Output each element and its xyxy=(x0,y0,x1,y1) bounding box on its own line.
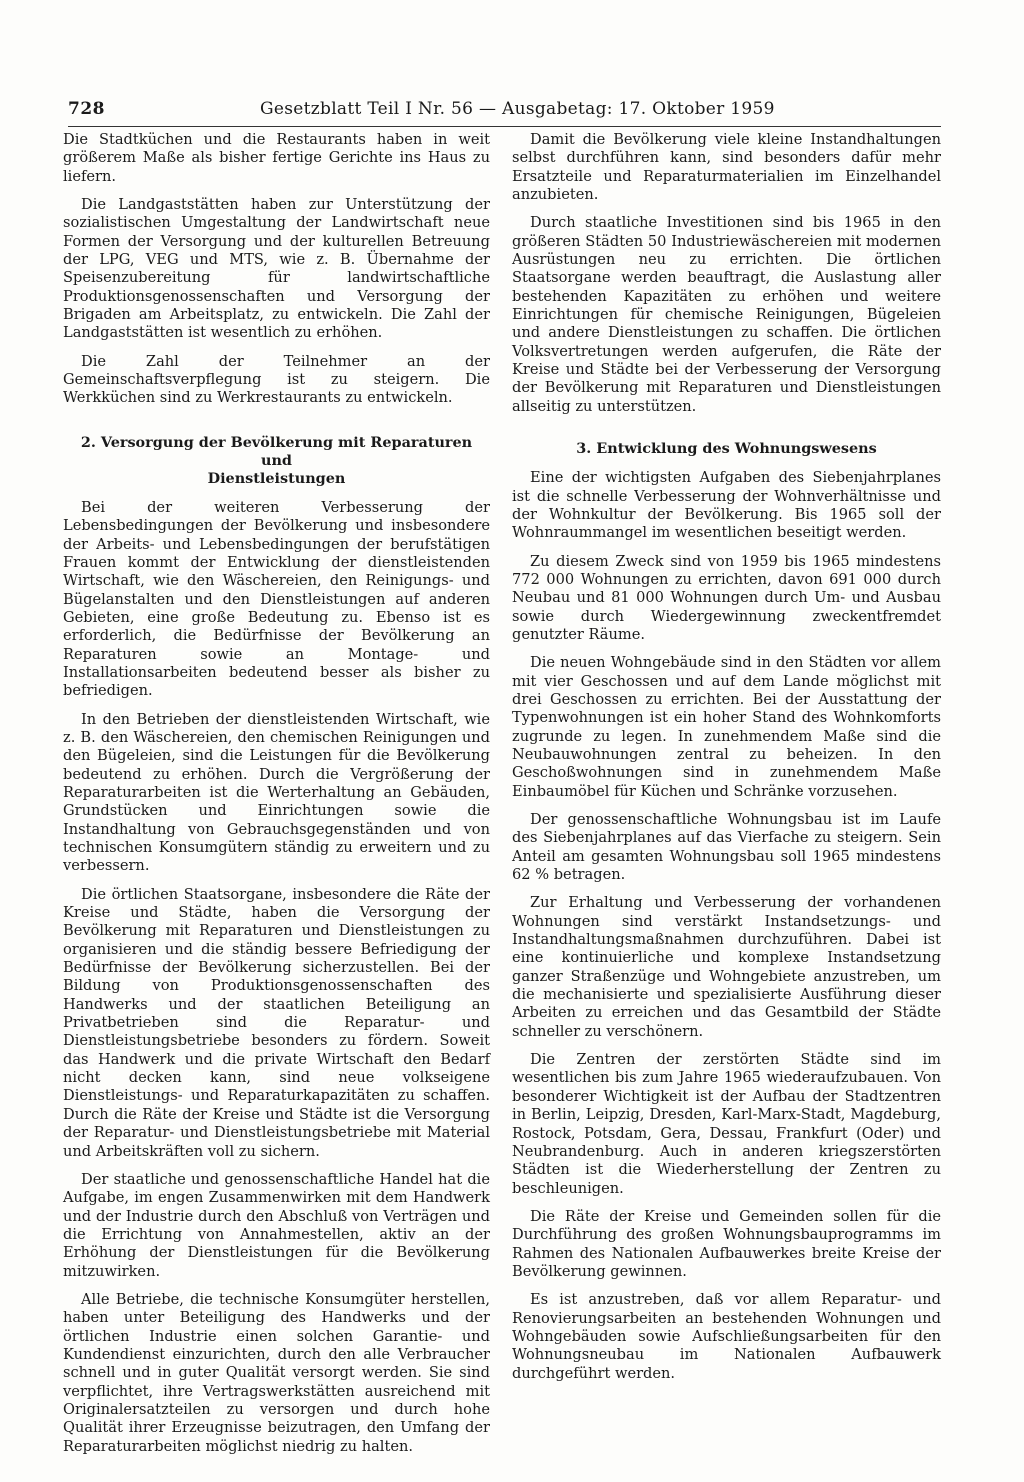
paragraph: Zu diesem Zweck sind von 1959 bis 1965 mindestens 772 000 Wohnungen zu errichten, davon 691 000 durch Neubau und 81 000 Wohnungen durch Um- und Ausbau sowie durch Wiedergewinnung zweckentfremdet genutzter Räume. xyxy=(512,552,941,643)
paragraph: Die neuen Wohngebäude sind in den Städten vor allem mit vier Geschossen und auf dem Lande möglichst mit drei Geschossen zu errichten. Bei der Ausstattung der Typenwohnungen ist ein hoher Stand des Wohnkomforts zugrunde zu legen. In zunehmendem Maße sind die Neubauwohnungen zentral zu beheizen. In den Geschoßwohnungen sind in zunehmendem Maße Einbaumöbel für Küchen und Schränke vorzusehen. xyxy=(512,654,941,800)
page-header xyxy=(68,99,941,125)
page-number: 728 xyxy=(68,99,105,119)
running-title: Gesetzblatt Teil I Nr. 56 — Ausgabetag: 17. Oktober 1959 xyxy=(260,99,775,119)
section-heading-3: 3. Entwicklung des Wohnungswesens xyxy=(576,440,877,458)
section-heading-line: Dienstleistungen xyxy=(207,469,346,487)
right-column xyxy=(512,131,941,1393)
section-heading-2 xyxy=(63,434,490,488)
paragraph: Alle Betriebe, die technische Konsumgüter herstellen, haben unter Beteiligung des Handwerks und der örtlichen Industrie einen solchen Garantie- und Kundendienst einzurichten, durch den alle Verbraucher schnell und in guter Qualität versorgt werden. Sie sind verpflichtet, ihre Vertragswerkstätten ausreichend mit Originalersatzteilen zu versorgen und durch hohe Qualität ihrer Erzeugnisse beizutragen, den Umfang der Reparaturarbeiten möglichst niedrig zu halten. xyxy=(63,1290,490,1455)
paragraph: Die Stadtküchen und die Restaurants haben in weit größerem Maße als bisher fertige Gerichte ins Haus zu liefern. xyxy=(63,131,490,185)
paragraph: Damit die Bevölkerung viele kleine Instandhaltungen selbst durchführen kann, sind besonders dafür mehr Ersatzteile und Reparaturmaterialien im Einzelhandel anzubieten. xyxy=(512,131,941,204)
paragraph: Die Räte der Kreise und Gemeinden sollen für die Durchführung des großen Wohnungsbauprogramms im Rahmen des Nationalen Aufbauwerkes breite Kreise der Bevölkerung gewinnen. xyxy=(512,1207,941,1280)
section-heading-line: 2. Versorgung der Bevölkerung mit Reparaturen und xyxy=(80,433,473,469)
header-rule xyxy=(68,126,941,127)
paragraph: Die Zahl der Teilnehmer an der Gemeinschaftsverpflegung ist zu steigern. Die Werkküchen sind zu Werkrestaurants zu entwickeln. xyxy=(63,352,490,407)
paragraph: Durch staatliche Investitionen sind bis 1965 in den größeren Städten 50 Industriewäschereien mit modernen Ausrüstungen neu zu errichten. Die örtlichen Staatsorgane werden beauftragt, die Auslastung aller bestehenden Kapazitäten zu erhöhen und weitere Einrichtungen für chemische Reinigungen, Bügeleien und andere Dienstleistungen zu schaffen. Die örtlichen Volksvertretungen werden aufgerufen, die Räte der Kreise und Städte bei der Verbesserung der Versorgung der Bevölkerung mit Reparaturen und Dienstleistungen allseitig zu unterstützen. xyxy=(512,214,941,415)
paragraph: Die Landgaststätten haben zur Unterstützung der sozialistischen Umgestaltung der Landwirtschaft neue Formen der Versorgung und der kulturellen Betreuung der LPG, VEG und MTS, wie z. B. Übernahme der Speisenzubereitung für landwirtschaftliche Produktionsgenossenschaften und Versorgung der Brigaden am Arbeitsplatz, zu entwickeln. Die Zahl der Landgaststätten ist wesentlich zu erhöhen. xyxy=(63,196,490,342)
paragraph: Der staatliche und genossenschaftliche Handel hat die Aufgabe, im engen Zusammenwirken mit dem Handwerk und der Industrie durch den Abschluß von Verträgen und die Errichtung von Annahmestellen, aktiv an der Erhöhung der Dienstleistungen für die Bevölkerung mitzuwirken. xyxy=(63,1170,490,1280)
paragraph: In den Betrieben der dienstleistenden Wirtschaft, wie z. B. den Wäschereien, den chemischen Reinigungen und den Bügeleien, sind die Leistungen für die Bevölkerung bedeutend zu erhöhen. Durch die Vergrößerung der Reparaturarbeiten ist die Werterhaltung an Gebäuden, Grundstücken und Einrichtungen sowie die Instandhaltung von Gebrauchsgegenständen und von technischen Konsumgütern ständig zu erweitern und zu verbessern. xyxy=(63,710,490,875)
paragraph: Zur Erhaltung und Verbesserung der vorhandenen Wohnungen sind verstärkt Instandsetzungs- und Instandhaltungsmaßnahmen durchzuführen. Dabei ist eine kontinuierliche und komplexe Instandsetzung ganzer Straßenzüge und Wohngebiete anzustreben, um die mechanisierte und spezialisierte Ausführung dieser Arbeiten zu erreichen und das Gesamtbild der Städte schneller zu verschönern. xyxy=(512,894,941,1040)
paragraph: Der genossenschaftliche Wohnungsbau ist im Laufe des Siebenjahrplanes auf das Vierfache zu steigern. Sein Anteil am gesamten Wohnungsbau soll 1965 mindestens 62 % betragen. xyxy=(512,811,941,884)
paragraph: Bei der weiteren Verbesserung der Lebensbedingungen der Bevölkerung und insbesondere der Arbeits- und Lebensbedingungen der berufstätigen Frauen kommt der Entwicklung der dienstleistenden Wirtschaft, wie den Wäschereien, den Reinigungs- und Bügelanstalten und den Dienstleistungen auf anderen Gebieten, eine große Bedeutung zu. Ebenso ist es erforderlich, die Bedürfnisse der Bevölkerung an Reparaturen sowie an Montage- und Installationsarbeiten bedeutend besser als bisher zu befriedigen. xyxy=(63,498,490,700)
paragraph: Es ist anzustreben, daß vor allem Reparatur- und Renovierungsarbeiten an bestehenden Wohnungen und Wohngebäuden sowie Aufschließungsarbeiten für den Wohnungsneubau im Nationalen Aufbauwerk durchgeführt werden. xyxy=(512,1291,941,1382)
left-column xyxy=(63,131,490,1466)
paragraph: Die örtlichen Staatsorgane, insbesondere die Räte der Kreise und Städte, haben die Versorgung der Bevölkerung mit Reparaturen und Dienstleistungen zu organisieren und die ständig bessere Befriedigung der Bedürfnisse der Bevölkerung sicherzustellen. Bei der Bildung von Produktionsgenossenschaften des Handwerks und der staatlichen Beteiligung an Privatbetrieben sind die Reparatur- und Dienstleistungsbetriebe besonders zu fördern. Soweit das Handwerk und die private Wirtschaft den Bedarf nicht decken kann, sind neue volkseigene Dienstleistungs- und Reparaturkapazitäten zu schaffen. Durch die Räte der Kreise und Städte ist die Versorgung der Reparatur- und Dienstleistungsbetriebe mit Material und Arbeitskräften voll zu sichern. xyxy=(63,885,490,1160)
paragraph: Die Zentren der zerstörten Städte sind im wesentlichen bis zum Jahre 1965 wiederaufzubauen. Von besonderer Wichtigkeit ist der Aufbau der Stadtzentren in Berlin, Leipzig, Dresden, Karl-Marx-Stadt, Magdeburg, Rostock, Potsdam, Gera, Dessau, Frankfurt (Oder) und Neubrandenburg. Auch in anderen kriegszerstörten Städten ist die Wiederherstellung der Zentren zu beschleunigen. xyxy=(512,1051,941,1197)
paragraph: Eine der wichtigsten Aufgaben des Siebenjahrplanes ist die schnelle Verbesserung der Wohnverhältnisse und der Wohnkultur der Bevölkerung. Bis 1965 soll der Wohnraummangel im wesentlichen beseitigt werden. xyxy=(512,469,941,542)
